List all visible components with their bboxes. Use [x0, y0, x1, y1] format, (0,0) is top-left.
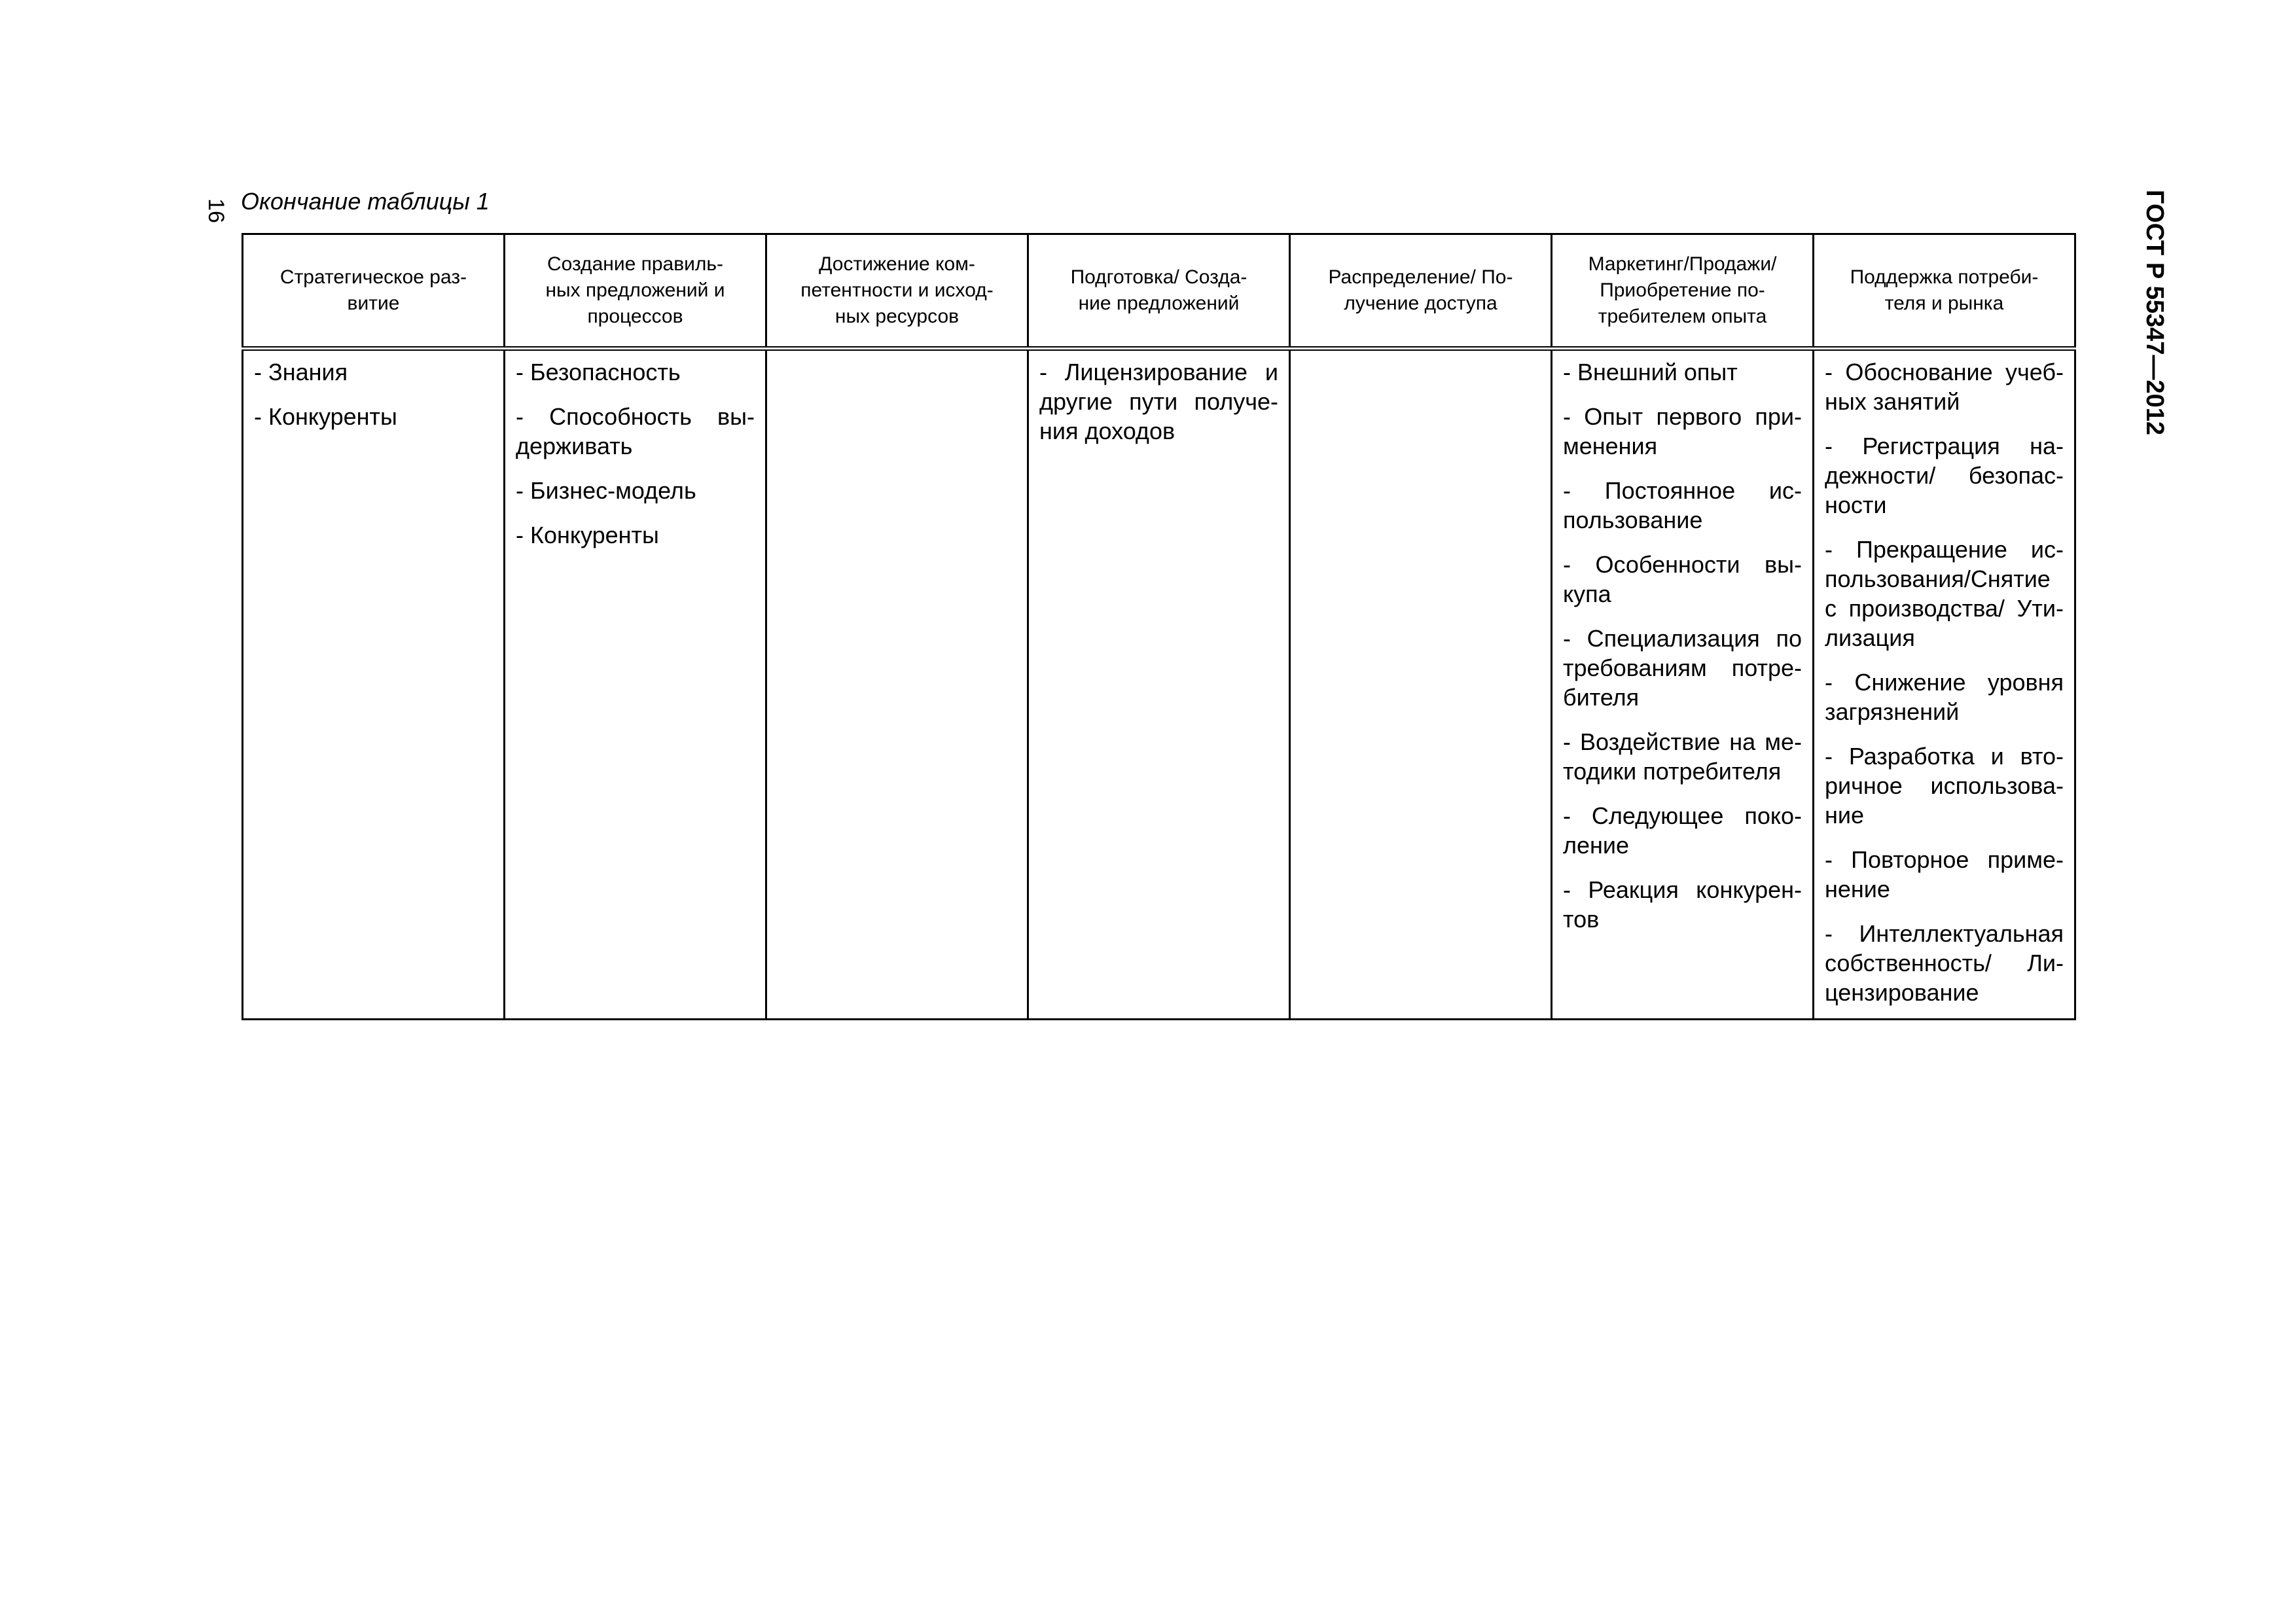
header-customer-support: Поддержка потреби-теля и рынка [1814, 234, 2075, 349]
list-item: - Лицензирование и другие пути получе-ния доходов [1039, 359, 1278, 444]
list-item: - Воздействие на ме-тодики потребителя [1563, 728, 1802, 785]
list-item: - Конкуренты [254, 403, 397, 430]
list-item: - Интеллектуальная собственность/ Ли-цензирование [1825, 920, 2064, 1006]
column-cell-customer-support [1814, 349, 2075, 1020]
list-item: - Реакция конкурен-тов [1563, 876, 1802, 933]
column-cell-competence-resources [766, 349, 1028, 1020]
list-item: - Способность вы-держивать [516, 403, 755, 459]
list-item: - Опыт первого при-менения [1563, 403, 1802, 459]
list-item: - Внешний опыт [1563, 359, 1738, 385]
list-item: - Следующее поко-ление [1563, 802, 1802, 859]
header-strategic-development: Стратегическое раз-витие [243, 234, 505, 349]
page-number: 16 [204, 198, 228, 223]
column-cell-distribution-access [1290, 349, 1552, 1020]
header-offer-creation: Создание правиль-ных предложений и процессов [505, 234, 766, 349]
list-item: - Постоянное ис-пользование [1563, 477, 1802, 533]
header-competence-resources: Достижение ком-петентности и исход-ных ресурсов [766, 234, 1028, 349]
list-item: - Конкуренты [516, 522, 659, 548]
list-item: - Особенности вы-купа [1563, 551, 1802, 607]
table-header-row [243, 234, 2075, 349]
list-item: - Специализация по требованиям потре-бителя [1563, 625, 1802, 711]
list-item: - Снижение уровня загрязнений [1825, 669, 2064, 725]
header-marketing-sales: Маркетинг/Продажи/ Приобретение по-требителем опыта [1552, 234, 1814, 349]
column-cell-strategic-development [243, 349, 505, 1020]
list-item: - Безопасность [516, 359, 681, 385]
list-item: - Повторное приме-нение [1825, 846, 2064, 902]
process-table [242, 233, 2076, 1020]
column-cell-offer-preparation [1028, 349, 1290, 1020]
list-item: - Прекращение ис-пользования/Снятие с производства/ Ути-лизация [1825, 536, 2064, 651]
list-item: - Разработка и вто-ричное использова-ние [1825, 743, 2064, 829]
table-row [243, 349, 2075, 1020]
table-caption: Окончание таблицы 1 [241, 188, 490, 215]
header-distribution-access: Распределение/ По-лучение доступа [1290, 234, 1552, 349]
list-item: - Регистрация на-дежности/ безопас-ности [1825, 433, 2064, 518]
column-cell-marketing-sales [1552, 349, 1814, 1020]
list-item: - Бизнес-модель [516, 477, 696, 504]
document-id: ГОСТ Р 55347—2012 [2141, 190, 2168, 435]
list-item: - Знания [254, 359, 348, 385]
column-cell-offer-creation [505, 349, 766, 1020]
list-item: - Обоснование учеб-ных занятий [1825, 359, 2064, 415]
header-offer-preparation: Подготовка/ Созда-ние предложений [1028, 234, 1290, 349]
